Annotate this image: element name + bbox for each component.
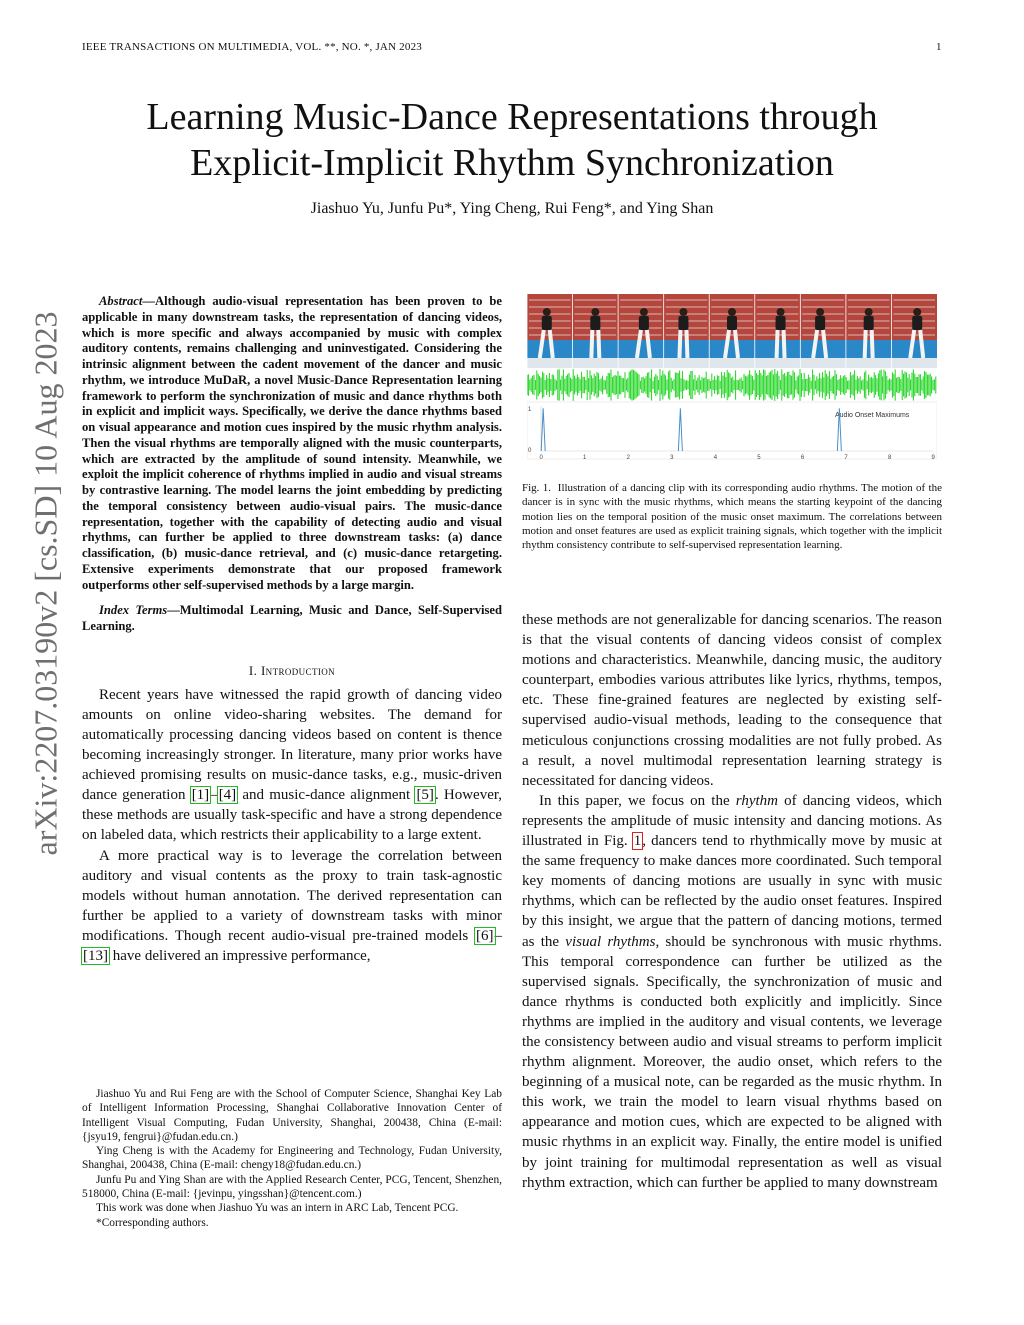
- dancer-head: [865, 308, 873, 316]
- dancer-head: [640, 308, 648, 316]
- p2-text-c: , dancers tend to rhythmically move by music at the same frequency to make dances more coordinated. Such temporal key moments of dancing motions are usually in sync with music rhythms, which can be reflected by the audio onset features. Inspired by this insight, we argue that the pattern of dancing motions, termed as the: [522, 833, 942, 950]
- dancer-head: [591, 308, 599, 316]
- onset-x-tick-label: 5: [757, 455, 761, 461]
- p2-text-d: , should be synchronous with music rhythms. This temporal correspondence can further be utilized as the supervised signals. Specifically, the synchronization of music and dance rhythms is conducted both explicitly and implicitly. Since rhythms are implied in the auditory and visual contents, we leverage the consistency between audio and visual streams to perform implicit rhythm alignment. Moreover, the audio onset, which refers to the beginning of a musical note, can be regarded as the music rhythm. In this work, we train the model to learn visual rhythms based on appearance and motion cues, which are expected to be aligned with music rhythms in an explicit way. Finally, the entire model is unified by joint training for multimodal representation as well as visual rhythm extraction, which can further be applied to many downstream: [522, 933, 942, 1191]
- onset-y-top-label: 1: [528, 407, 532, 413]
- figure-1-caption: [522, 481, 942, 552]
- author-list: Jiashuo Yu, Junfu Pu*, Ying Cheng, Rui Feng*, and Ying Shan: [310, 200, 714, 217]
- dance-frame: [709, 294, 755, 368]
- dancer-leg: [777, 330, 778, 358]
- dancer-torso: [815, 316, 825, 330]
- stage-band: [709, 340, 755, 358]
- abstract: [82, 294, 502, 593]
- citation-link[interactable]: [1]: [191, 787, 210, 804]
- footnote: Ying Cheng is with the Academy for Engineering and Technology, Fudan University, Shanghai, 200438, China (E-mail: chengy18@fudan.edu.cn.): [82, 1145, 502, 1172]
- onset-y-bottom-label: 0: [528, 448, 532, 454]
- section-title: Introduction: [260, 662, 336, 678]
- dance-frame: [755, 294, 801, 368]
- arxiv-stamp: arXiv:2207.03190v2 [cs.SD] 10 Aug 2023: [27, 311, 64, 856]
- stage-floor: [755, 358, 801, 368]
- left-column: [82, 294, 502, 966]
- onset-x-tick-label: 9: [931, 455, 935, 461]
- onset-x-tick-label: 6: [800, 455, 805, 461]
- footnote: Junfu Pu and Ying Shan are with the Applied Research Center, PCG, Tencent, Shenzhen, 518000, China (E-mail: {jevinpu, yingsshan}@tencent.com.): [82, 1173, 502, 1201]
- stage-band: [573, 340, 619, 358]
- dance-frame: [891, 294, 937, 368]
- onset-x-tick-label: 3: [670, 455, 674, 461]
- right-paragraph-2: [522, 791, 942, 1193]
- dancer-torso: [590, 316, 600, 330]
- figure-caption-text: Illustration of a dancing clip with its corresponding audio rhythms. The motion of the dancer is in sync with the music rhythms, which means the starting keypoint of the dancing motion lies on the temporal position of the music onset maximum. The correlations between motion and onset features are used as explicit training signals, which together with the implicit rhythm consistency contribute to self-supervised representation learning.: [522, 482, 942, 552]
- dancer-leg: [598, 330, 599, 358]
- range-dash: –: [494, 927, 502, 944]
- stage-floor: [527, 358, 573, 368]
- intro-p1-text-b: and music-dance alignment: [237, 787, 416, 804]
- abstract-text: —Although audio-visual representation has been proven to be applicable in many downstream tasks, the representation of dancing videos, which is more specific and always accompanied by music with complex auditory contents, remains challenging and uninvestigated. Considering the intrinsic alignment between the cadent movement of the dancer and music rhythm, we introduce MuDaR, a novel Music-Dance Representation learning framework to perform the synchronization of music and dance rhythms both in explicit and implicit ways. Specifically, we derive the dance rhythms based on visual appearance and motion cues inspired by the music rhythm analysis. Then the visual rhythms are temporally aligned with the music counterparts, which are extracted by the amplitude of sound intensity. Meanwhile, we exploit the implicit coherence of rhythms implied in audio and visual streams by contrastive learning. The model learns the joint embedding by predicting the temporal consistency between audio-visual pairs. The music-dance representation, together with the capability of detecting audio and visual rhythms, can further be applied to three downstream tasks: (a) dance classification, (b) music-dance retrieval, and (c) music-dance retargeting. Extensive experiments demonstrate that our proposed framework outperforms other self-supervised methods by a large margin.: [82, 294, 502, 592]
- footnote: Jiashuo Yu and Rui Feng are with the School of Computer Science, Shanghai Key Lab of Intelligent Information Processing, Shanghai Collaborative Innovation Center of Intelligent Visual Computing, Fudan University, Shanghai, 200438, China (E-mail: {jsyu19, fengrui}@fudan.edu.cn.): [82, 1088, 502, 1143]
- intro-paragraph-1: [82, 685, 502, 846]
- intro-paragraph-2: [82, 846, 502, 967]
- stage-floor: [800, 358, 846, 368]
- citation-link[interactable]: [6]: [476, 927, 494, 944]
- onset-legend-label: Audio Onset Maximums: [835, 412, 910, 419]
- stage-floor: [664, 358, 710, 368]
- index-terms: [82, 603, 502, 635]
- citation-link[interactable]: [4]: [218, 787, 237, 804]
- page-number: 1: [936, 41, 942, 53]
- dancer-head: [679, 308, 687, 316]
- section-number: I.: [248, 662, 258, 678]
- dancer-torso: [542, 316, 552, 330]
- onset-x-tick-label: 0: [539, 455, 543, 461]
- dance-frame: [618, 294, 664, 368]
- abstract-label: Abstract: [99, 294, 143, 308]
- onset-x-tick-label: 8: [887, 455, 892, 461]
- dancer-leg: [872, 330, 873, 358]
- stage-band: [846, 340, 892, 358]
- dancer-torso: [912, 316, 922, 330]
- dancer-head: [728, 308, 736, 316]
- title-line-2: Explicit-Implicit Rhythm Synchronization: [190, 142, 834, 184]
- dancer-leg: [784, 330, 785, 358]
- intro-p2-text-a: A more practical way is to leverage the correlation between auditory and visual contents as the proxy to train task-agnostic models without human annotation. The derived representation can further be applied to a variety of downstream tasks with minor modifications. Though recent audio-visual pre-trained models: [82, 847, 502, 944]
- citation-link[interactable]: [13]: [83, 947, 108, 964]
- dancer-torso: [864, 316, 874, 330]
- footnote: *Corresponding authors.: [96, 1216, 209, 1229]
- citation-link[interactable]: [5]: [416, 787, 434, 804]
- p2-emph-visual-rhythms: visual rhythms: [565, 933, 656, 950]
- stage-floor: [709, 358, 755, 368]
- dancer-leg: [865, 330, 866, 358]
- dance-frame: [527, 294, 573, 368]
- onset-x-tick-label: 1: [583, 455, 587, 461]
- intro-p1-text-a: Recent years have witnessed the rapid growth of dancing video amounts on online video-sharing websites. The demand for automatically processing dancing videos based on content is thence becoming increasingly stronger. In literature, many prior works have achieved promising results on music-dance tasks, e.g., music-driven dance generation: [82, 686, 502, 804]
- stage-floor: [573, 358, 619, 368]
- dance-frame: [573, 294, 619, 368]
- dancer-head: [543, 308, 551, 316]
- dancer-leg: [679, 330, 680, 358]
- dance-frame-strip: [527, 294, 937, 368]
- p2-text-a: In this paper, we focus on the: [539, 792, 736, 809]
- footnotes: [82, 1087, 502, 1230]
- figure-ref-link[interactable]: 1: [633, 833, 642, 850]
- dancer-torso: [678, 316, 688, 330]
- dancer-torso: [639, 316, 649, 330]
- footnote: This work was done when Jiashuo Yu was an intern in ARC Lab, Tencent PCG.: [96, 1202, 459, 1215]
- dance-frame: [664, 294, 710, 368]
- paper-title: [0, 94, 1024, 186]
- title-line-1: Learning Music-Dance Representations through: [146, 96, 878, 138]
- range-dash: –: [210, 787, 218, 804]
- index-terms-text: —Multimodal Learning, Music and Dance, Self-Supervised Learning.: [82, 603, 502, 633]
- p2-text-b: of dancing videos, which represents the amplitude of music intensity and dancing motions. As illustrated in Fig.: [522, 792, 942, 850]
- stage-floor: [618, 358, 664, 368]
- running-header: IEEE TRANSACTIONS ON MULTIMEDIA, VOL. **, NO. *, JAN 2023: [82, 41, 422, 53]
- dancer-leg: [686, 330, 687, 358]
- onset-x-tick-label: 4: [713, 455, 718, 461]
- intro-p1-text-c: . However, these methods are usually task-specific and have a strong dependence on labeled data, which restricts their applicability to a large extent.: [82, 787, 503, 844]
- intro-p2-text-b: have delivered an impressive performance,: [109, 947, 371, 964]
- figure-caption-label: Fig. 1.: [522, 482, 552, 494]
- dance-frame: [846, 294, 892, 368]
- index-terms-label: Index Terms: [99, 603, 168, 618]
- dancer-head: [913, 308, 921, 316]
- dancer-head: [777, 308, 785, 316]
- p2-emph-rhythm: rhythm: [735, 792, 778, 809]
- figure-1-graphic: [527, 294, 937, 464]
- dancer-torso: [727, 316, 737, 330]
- stage-floor: [846, 358, 892, 368]
- onset-x-tick-label: 2: [626, 455, 630, 461]
- dancer-head: [816, 308, 824, 316]
- right-paragraph-1: these methods are not generalizable for dancing scenarios. The reason is that the visual contents of dancing videos consist of complex motions and characteristics. Meanwhile, dancing music, the auditory counterpart, embodies various attributes like lyrics, rhythms, tempos, etc. These fine-grained features are neglected by existing self-supervised audio-visual methods, leading to the consequence that meticulous conjunctions crossing modalities are not fully probed. As a result, a novel multimodal representation learning strategy is necessitated for dancing videos.: [522, 612, 942, 789]
- figure-1: [527, 294, 937, 464]
- right-column: [522, 610, 942, 1193]
- onset-x-tick-label: 7: [844, 455, 848, 461]
- dancer-torso: [776, 316, 786, 330]
- stage-floor: [891, 358, 937, 368]
- dance-frame: [800, 294, 846, 368]
- dancer-leg: [591, 330, 592, 358]
- section-heading-introduction: [82, 663, 502, 679]
- onset-plot-area: [527, 402, 937, 459]
